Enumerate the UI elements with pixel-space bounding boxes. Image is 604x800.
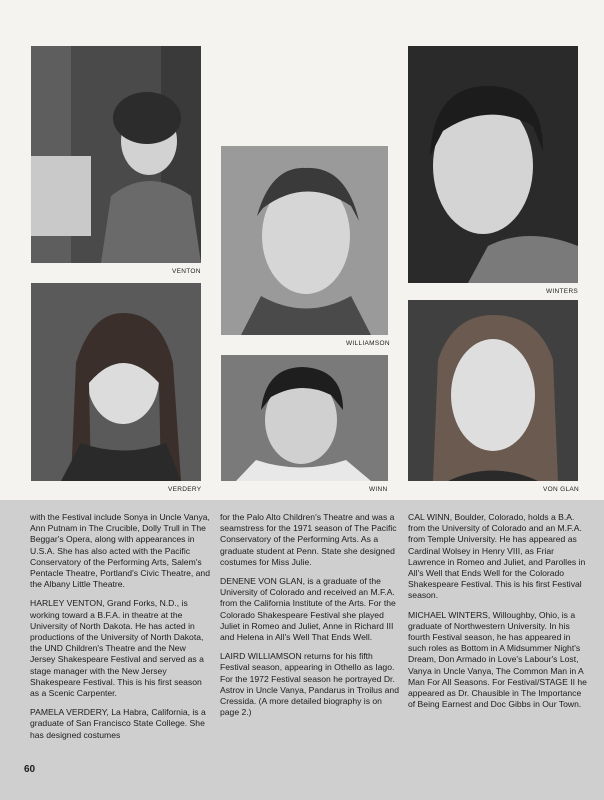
text-column-3 (408, 512, 590, 718)
paragraph: DENENE VON GLAN, is a graduate of the University of Colorado and received an M.F.A. from the California Institute of the Arts. For the Colorado Shakespeare Festival she played Juliet in Romeo and Juliet, Anne in Richard III and Helena in All's Well That Ends Well. (220, 576, 396, 643)
paragraph: with the Festival include Sonya in Uncle Vanya, Ann Putnam in The Crucible, Dolly Trull in The Beggar's Opera, along with appearances in U.S.A. She has also acted with the Pacific Conservatory of the Performing Arts, Salem's Pentacle Theatre, Portland's Civic Theatre, and the Albany Little Theatre. (30, 512, 210, 590)
photo-von-glan (408, 300, 578, 481)
caption-von-glan: VON GLAN (543, 486, 579, 493)
caption-verdery: VERDERY (168, 486, 202, 493)
caption-williamson: WILLIAMSON (346, 340, 390, 347)
photo-winn (221, 355, 388, 481)
paragraph: PAMELA VERDERY, La Habra, California, is a graduate of San Francisco State College. She has designed costumes (30, 707, 206, 740)
paragraph: CAL WINN, Boulder, Colorado, holds a B.A. from the University of Colorado and an M.F.A. from Temple University. He has appeared as Cardinal Wolsey in Henry VIII, as Friar Lawrence in Romeo and Juliet, and Parolles in All's Well that Ends Well for the Colorado Shakespeare Festival. This is his first Festival season. (408, 512, 586, 601)
caption-winn: WINN (369, 486, 388, 493)
photo-venton (31, 46, 201, 263)
text-column-2 (220, 512, 402, 726)
page-number: 60 (24, 764, 36, 775)
photo-verdery (31, 283, 201, 481)
photo-winters (408, 46, 578, 283)
paragraph: for the Palo Alto Children's Theatre and was a seamstress for the 1971 season of The Pacific Conservatory of the Performing Arts. As a graduate student at Penn. State she designed costumes for Miss Julie. (220, 512, 397, 567)
photo-williamson (221, 146, 388, 335)
paragraph: HARLEY VENTON, Grand Forks, N.D., is working toward a B.F.A. in theatre at the University of North Dakota. He has acted in productions of the University of North Dakota, the UND Children's Theatre and the New Jersey Shakespeare Festival and served as a stage manager with the New Jersey Shakespeare Festival. This is his first season as a Scenic Carpenter. (30, 598, 204, 699)
caption-venton: VENTON (172, 268, 201, 275)
caption-winters: WINTERS (546, 288, 579, 295)
text-column-1 (30, 512, 212, 749)
paragraph: LAIRD WILLIAMSON returns for his fifth Festival season, appearing in Othello as Iago. For the 1972 Festival season he portrayed Dr. Astrov in Uncle Vanya, Pandarus in Troilus and Cressida. (A more detailed biography is on page 2.) (220, 651, 399, 718)
paragraph: MICHAEL WINTERS, Willoughby, Ohio, is a graduate of Northwestern University. In his fourth Festival season, he has appeared in such roles as Bottom in A Midsummer Night's Dream, Don Armado in Love's Labour's Lost, Vanya in Uncle Vanya, The Common Man in A Man For All Seasons. For Festival/STAGE II he appeared as Dr. Chausible in The Importance of Being Earnest and Doc Gibbs in Our Town. (408, 609, 587, 710)
